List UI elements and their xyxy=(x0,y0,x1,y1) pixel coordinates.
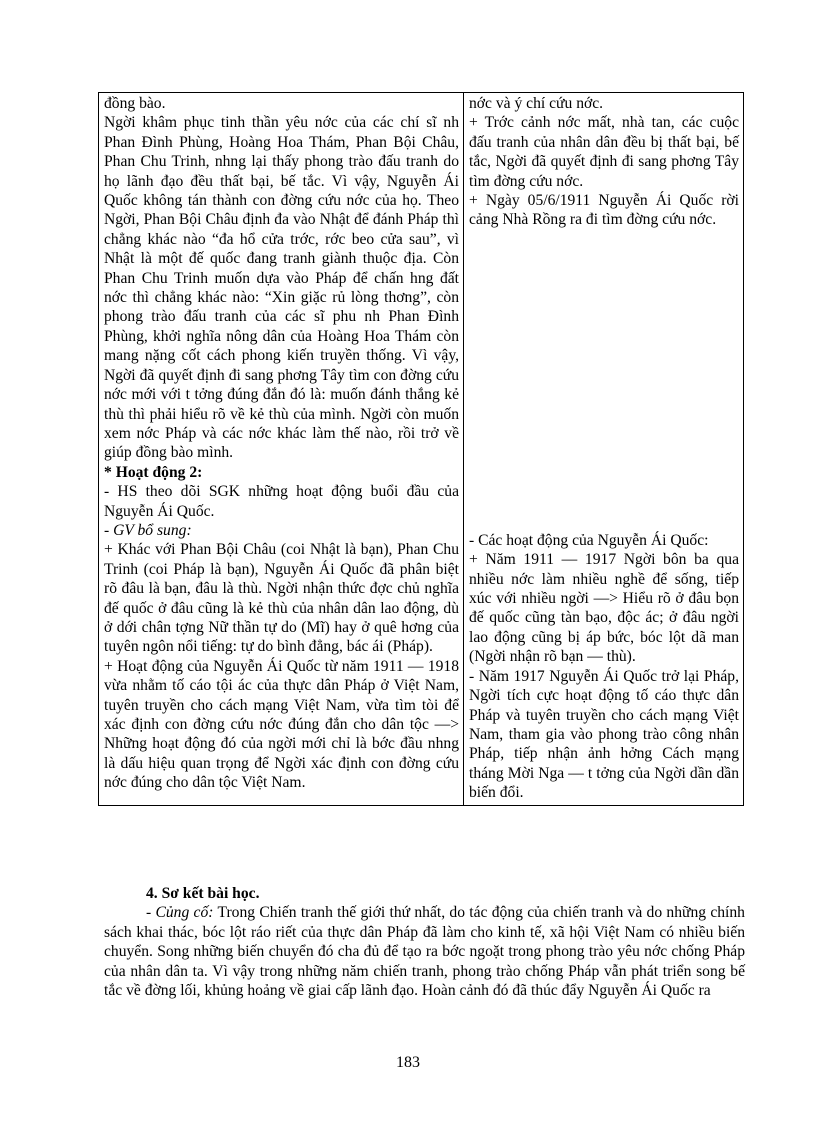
column-spacer xyxy=(469,230,739,531)
right-paragraph: - Năm 1917 Nguyễn Ái Quốc trở lại Pháp, Ngời tích cực hoạt động tố cáo thực dân Pháp và tuyên truyền cho cách mạng Việt Nam, tham gia vào phong trào công nhân Pháp, tiếp nhận ảnh hởng Cách mạng tháng Mời Nga — t tởng của Ngời dần dần biến đổi. xyxy=(469,667,739,802)
key-knowledge-column xyxy=(464,93,744,806)
teacher-note-label: - GV bổ sung: xyxy=(104,521,192,539)
teacher-activity-column xyxy=(99,93,464,806)
lesson-table xyxy=(98,92,744,806)
right-paragraph: - Các hoạt động của Nguyễn Ái Quốc: xyxy=(469,531,709,549)
summary-paragraph xyxy=(104,903,745,1000)
left-paragraph: đồng bào. xyxy=(104,95,166,112)
left-paragraph: + Khác với Phan Bội Châu (coi Nhật là bạn), Phan Chu Trinh (coi Pháp là bạn), Nguyễn Ái Quốc đã phân biệt rõ đâu là bạn, đâu là thù. Ngời nhận thức đợc chủ nghĩa đế quốc ở đâu cũng là kẻ thù của nhân dân lao động, dù ở dới chân tợng Nữ thần tự do (Mĩ) hay ở quê hơng của tuyên ngôn nổi tiếng: tự do bình đẳng, bác ái (Pháp). xyxy=(104,541,459,656)
right-paragraph: + Năm 1911 — 1917 Ngời bôn ba qua nhiều nớc làm nhiều nghề để sống, tiếp xúc với nhiều ngời —> Hiểu rõ ở đâu bọn đế quốc cũng tàn bạo, độc ác; ở đâu ngời lao động cũng bị áp bức, bóc lột dã man (Ngời nhận rõ bạn — thù). xyxy=(469,551,739,666)
activity-heading: * Hoạt động 2: xyxy=(104,463,203,481)
table-row xyxy=(99,93,744,806)
summary-label: - Củng cố: xyxy=(146,904,214,922)
summary-heading: 4. Sơ kết bài học. xyxy=(146,885,260,902)
summary-text: Trong Chiến tranh thế giới thứ nhất, do tác động của chiến tranh và do những chính sách khai thác, bóc lột ráo riết của thực dân Pháp đã làm cho kinh tế, xã hội Việt Nam có nhiều biến chuyển. Song những biến chuyển đó cha đủ để tạo ra bớc ngoặt trong phong trào yêu nớc chống Pháp của nhân dân ta. Vì vậy trong những năm chiến tranh, phong trào chống Pháp vẫn phát triển song bế tắc về đờng lối, khủng hoảng về giai cấp lãnh đạo. Hoàn cảnh đó đã thúc đẩy Nguyễn Ái Quốc ra xyxy=(104,904,745,1000)
left-paragraph: Ngời khâm phục tinh thần yêu nớc của các chí sĩ nh Phan Đình Phùng, Hoàng Hoa Thám, Phan Bội Châu, Phan Chu Trinh, nhng lại thấy phong trào đấu tranh do họ lãnh đạo đều thất bại, bế tắc. Vì vậy, Nguyễn Ái Quốc không tán thành con đờng cứu nớc của họ. Theo Ngời, Phan Bội Châu định đa vào Nhật để đánh Pháp thì chẳng khác nào “đa hổ cửa trớc, rớc beo cửa sau”, vì Nhật là một đế quốc đang tranh giành thuộc địa. Còn Phan Chu Trinh muốn dựa vào Pháp để chấn hng đất nớc thì chẳng khác nào: “Xin giặc rủ lòng thơng”, còn phong trào đấu tranh của các sĩ phu nh Phan Đình Phùng, khởi nghĩa nông dân của Hoàng Hoa Thám còn mang nặng cốt cách phong kiến truyền thống. Vì vậy, Ngời đã quyết định đi sang phơng Tây tìm con đờng cứu nớc mới với t tởng đúng đắn đó là: muốn đánh thắng kẻ thù thì phải hiểu rõ về kẻ thù của mình. Ngời còn muốn xem nớc Pháp và các nớc khác làm thế nào, rồi trở về giúp đồng bào mình. xyxy=(104,114,459,462)
lesson-summary xyxy=(104,884,745,1000)
left-paragraph: + Hoạt động của Nguyễn Ái Quốc từ năm 1911 — 1918 vừa nhằm tố cáo tội ác của thực dân Pháp ở Việt Nam, tuyên truyền cho cách mạng Việt Nam, vừa tìm tòi để xác định con đờng cứu nớc đúng đắn cho dân tộc —> Những hoạt động đó của ngời mới chỉ là bớc đầu nhng là dấu hiệu quan trọng để Ngời xác định con đờng cứu nớc đúng cho dân tộc Việt Nam. xyxy=(104,657,459,792)
left-paragraph: - HS theo dõi SGK những hoạt động buổi đầu của Nguyễn Ái Quốc. xyxy=(104,483,459,520)
page-number: 183 xyxy=(396,1054,420,1071)
right-paragraph: + Ngày 05/6/1911 Nguyễn Ái Quốc rời cảng Nhà Rồng ra đi tìm đờng cứu nớc. xyxy=(469,192,739,229)
right-paragraph: nớc và ý chí cứu nớc. xyxy=(469,95,604,112)
right-paragraph: + Trớc cảnh nớc mất, nhà tan, các cuộc đấu tranh của nhân dân đều bị thất bại, bế tắc, Ngời đã quyết định đi sang phơng Tây tìm đờng cứu nớc. xyxy=(469,114,739,190)
